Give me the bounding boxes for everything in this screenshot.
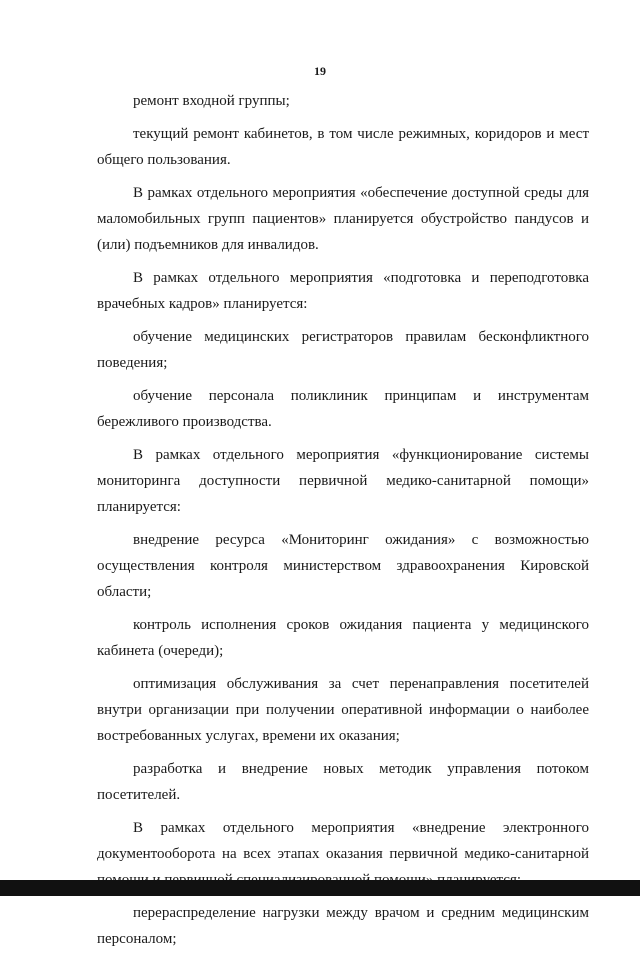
paragraph: внедрение ресурса «Мониторинг ожидания» с возможностью осуществления контроля министерством здравоохранения Кировской области; bbox=[97, 532, 589, 600]
paragraph: В рамках отдельного мероприятия «подготовка и переподготовка врачебных кадров» планируется: bbox=[97, 270, 589, 312]
paragraph: В рамках отдельного мероприятия «внедрение электронного документооборота на всех этапах оказания первичной медико-санитарной bbox=[97, 820, 589, 862]
paragraph: контроль исполнения сроков ожидания пациента у медицинского кабинета (очереди); bbox=[97, 617, 589, 659]
scan-bottom-edge bbox=[0, 880, 640, 896]
paragraph: оптимизация обслуживания за счет перенаправления посетителей внутри организации при получении оперативной информации о наиболее востребованных услугах, времени их оказания; bbox=[97, 676, 589, 744]
paragraph: В рамках отдельного мероприятия «обеспечение доступной среды для маломобильных групп пациентов» планируется обустройство пандусов и (или) подъемников для инвалидов. bbox=[97, 185, 589, 253]
paragraph: ремонт входной группы; bbox=[133, 93, 290, 109]
paragraph: перераспределение нагрузки между врачом и средним медицинским персоналом; bbox=[97, 905, 589, 947]
paragraph: разработка и внедрение новых методик управления потоком посетителей. bbox=[97, 761, 589, 803]
document-body bbox=[97, 88, 589, 959]
paragraph: В рамках отдельного мероприятия «функционирование системы мониторинга доступности первичной медико-санитарной помощи» планируется: bbox=[97, 447, 589, 515]
paragraph: обучение персонала поликлиник принципам и инструментам бережливого производства. bbox=[97, 388, 589, 430]
paragraph: текущий ремонт кабинетов, в том числе режимных, коридоров и мест общего пользования. bbox=[97, 126, 589, 168]
paragraph: обучение медицинских регистраторов правилам бесконфликтного поведения; bbox=[97, 329, 589, 371]
page-number: 19 bbox=[314, 64, 326, 78]
